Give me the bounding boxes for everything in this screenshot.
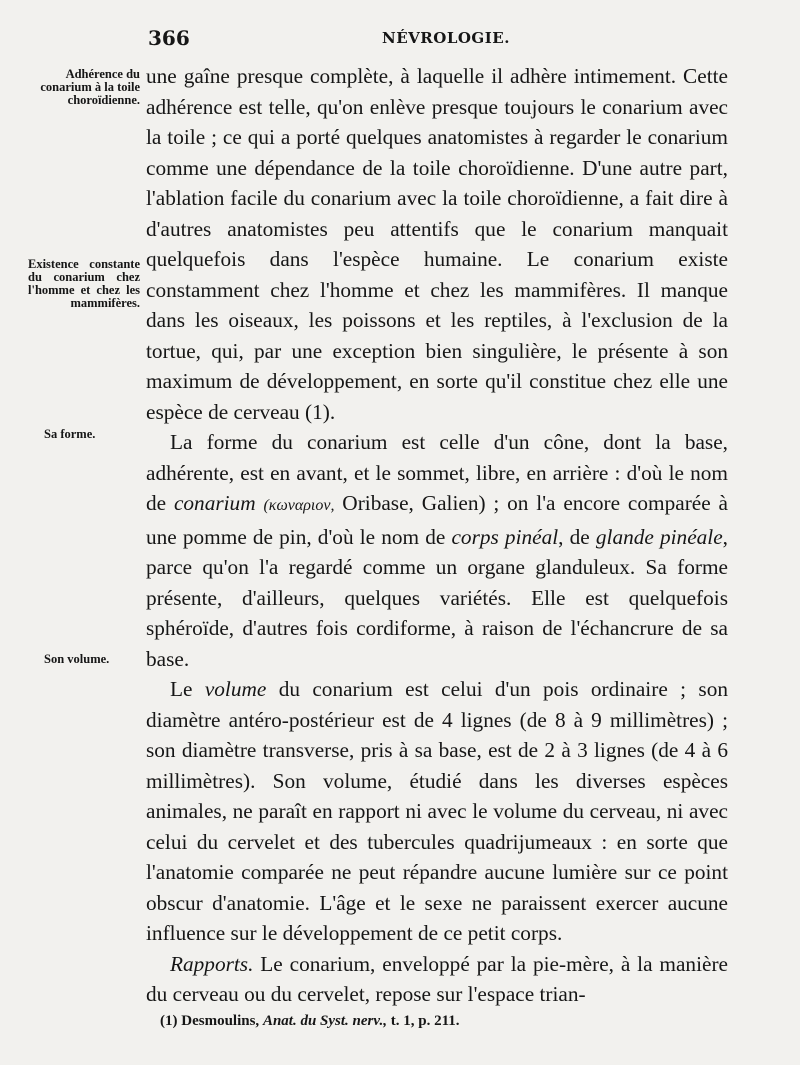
side-note-adherence: Adhérence du conarium à la toile choroïdienne. xyxy=(40,67,140,107)
greek-term: (κωναριον, xyxy=(263,497,335,514)
term-conarium: conarium xyxy=(173,491,256,515)
side-note-existence: Existence constante du conarium chez l'homme et chez les mammifères. xyxy=(28,257,140,310)
body-text xyxy=(146,61,728,1010)
term-glande-pineale: glande pinéale xyxy=(595,524,723,549)
text-run: du conarium est celui d'un pois ordinaire ; son diamètre antéro-postérieur est de 4 lignes (de 8 à 9 millimètres) ; son diamètre transverse, pris à sa base, est de 2 à 3 lignes (de 4 à 6 millimètres). Son volume, étudié dans les diverses espèces animales, ne paraît en rapport ni avec le volume du cerveau, ni avec celui du cervelet et des tubercules quadrijumeaux : en sorte que l'anatomie comparée ne peut répandre aucune lumière sur ce point obscur d'anatomie. L'âge et le sexe ne paraissent exercer aucune influence sur le développement de ce petit corps. xyxy=(146,677,728,945)
footnote-ref: t. 1, p. 211. xyxy=(390,1013,460,1029)
paragraph-rapports xyxy=(146,949,728,1010)
footnote-marker: (1) xyxy=(160,1013,178,1029)
text-run: Oribase, Galien) ; on l'a encore comparée à une pomme de pin, d'où le nom de xyxy=(146,491,728,549)
running-title: NÉVROLOGIE. xyxy=(382,29,510,47)
term-corps-pineal: corps pinéal xyxy=(451,524,559,549)
paragraph-adherence: une gaîne presque complète, à laquelle il adhère intimement. Cette adhérence est telle, qu'on enlève presque toujours le conarium avec la toile ; ce qui a porté quelques anatomistes à regarder le conarium comme une dépendance de la toile choroïdienne. D'une autre part, l'ablation facile du conarium avec la toile choroïdienne, a fait dire à d'autres anatomistes peu attentifs que le conarium manquait quelquefois dans l'espèce humaine. Le conarium existe constamment chez l'homme et chez les mammifères. Il manque dans les oiseaux, les poissons et les reptiles, à l'exclusion de la tortue, qui, par une exception bien singulière, le présente à son maximum de développement, en sorte qu'il constitue chez elle une espèce de cerveau (1). xyxy=(146,64,728,424)
text-run: , parce qu'on l'a regardé comme un organe glanduleux. Sa forme présente, d'ailleurs, quelques variétés. Elle est quelquefois sphéroïde, d'autres fois cordiforme, à raison de l'échancrure de sa base. xyxy=(146,524,728,671)
footnote xyxy=(160,1013,720,1030)
paragraph-forme xyxy=(146,427,728,674)
paragraph-volume xyxy=(146,674,728,949)
text-run: La forme du conarium est celle d'un cône, dont la base, adhérente, est en avant, et le sommet, libre, en arrière : d'où le nom de xyxy=(146,430,728,515)
side-note-forme: Sa forme. xyxy=(44,427,96,441)
footnote-author: Desmoulins, xyxy=(181,1013,260,1029)
footnote-work: Anat. du Syst. nerv., xyxy=(262,1013,387,1029)
text-run: , de xyxy=(558,524,596,549)
page-header xyxy=(0,26,800,56)
side-note-volume: Son volume. xyxy=(44,652,110,666)
term-rapports: Rapports. xyxy=(170,951,254,976)
text-run: Le xyxy=(170,677,205,701)
term-volume: volume xyxy=(204,677,267,701)
page-number: 366 xyxy=(148,26,190,50)
text-run: Le conarium, enveloppé par la pie-mère, à la manière du cerveau ou du cervelet, repose sur l'espace trian- xyxy=(146,951,728,1006)
